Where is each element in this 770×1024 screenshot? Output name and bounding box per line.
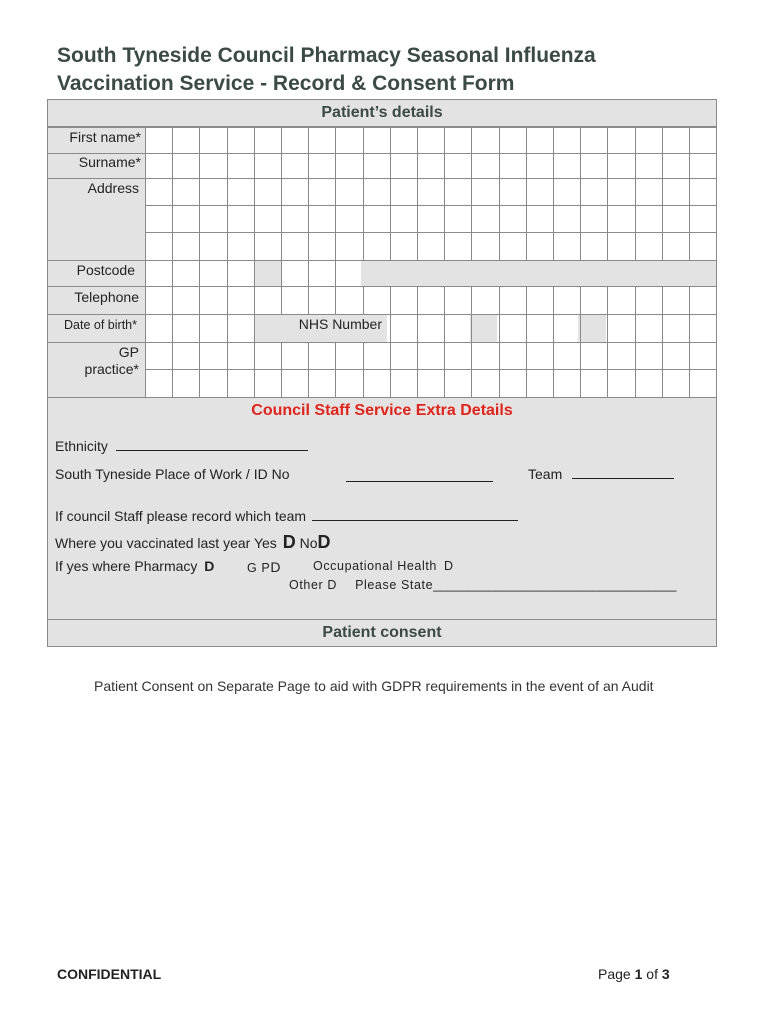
- form-title: [57, 42, 596, 98]
- vaccinated-last-year-row: [55, 532, 330, 553]
- team-field[interactable]: [572, 466, 674, 479]
- surname-label: Surname*: [78, 154, 141, 170]
- record-team-label: If council Staff please record which team: [55, 508, 307, 524]
- grid-lines: [47, 99, 717, 398]
- no-checkbox[interactable]: D: [317, 532, 331, 552]
- gp-checkbox[interactable]: D: [270, 559, 281, 575]
- team-row: [528, 466, 674, 482]
- dob-label: Date of birth*: [64, 318, 137, 332]
- gp-label: G P: [247, 561, 271, 575]
- if-yes-row: [55, 558, 214, 574]
- patient-consent-heading: Patient consent: [47, 619, 717, 647]
- consent-note: Patient Consent on Separate Page to aid with GDPR requirements in the event of an Audit: [94, 678, 654, 694]
- address-label: Address: [87, 180, 139, 196]
- patient-details-heading: Patient’s details: [47, 99, 717, 127]
- telephone-label: Telephone: [74, 289, 139, 305]
- ethnicity-field[interactable]: [116, 438, 308, 451]
- pharmacy-checkbox[interactable]: D: [204, 558, 215, 574]
- please-state-field[interactable]: ___________________________________: [433, 578, 677, 592]
- postcode-label: Postcode: [76, 262, 135, 278]
- page-of: of: [646, 966, 658, 982]
- team-label: Team: [528, 466, 563, 482]
- council-staff-heading: Council Staff Service Extra Details: [47, 397, 717, 425]
- place-of-work-field[interactable]: [346, 469, 493, 482]
- yes-checkbox[interactable]: D: [282, 532, 296, 552]
- record-team-row: [55, 508, 518, 524]
- page-prefix: Page: [598, 966, 631, 982]
- form-title-line-2: Vaccination Service - Record & Consent Form: [57, 72, 515, 95]
- occupational-health-label: Occupational Health: [313, 559, 437, 573]
- page-current: 1: [634, 966, 643, 982]
- gp-label-line-1: GP: [118, 344, 139, 360]
- place-of-work-row: [55, 466, 290, 482]
- page-number: [598, 966, 670, 982]
- if-yes-label: If yes where Pharmacy: [55, 558, 198, 574]
- please-state-label: Please State: [355, 578, 434, 592]
- record-team-field[interactable]: [312, 508, 518, 521]
- other-label: Other: [289, 578, 324, 592]
- occupational-health-checkbox[interactable]: D: [444, 559, 454, 573]
- nhs-separator-cell-1: [470, 314, 497, 342]
- no-label: No: [299, 535, 318, 551]
- gp-option: [247, 559, 280, 575]
- first-name-label: First name*: [69, 129, 141, 145]
- other-option: [289, 578, 676, 592]
- form-title-line-1: South Tyneside Council Pharmacy Seasonal Influenza: [57, 44, 596, 67]
- occupational-health-option: [313, 559, 454, 573]
- vaccinated-last-year-label: Where you vaccinated last year Yes: [55, 535, 277, 551]
- page-total: 3: [661, 966, 670, 982]
- place-of-work-label: South Tyneside Place of Work / ID No: [55, 466, 290, 482]
- ethnicity-label: Ethnicity: [55, 438, 108, 454]
- confidential-label: CONFIDENTIAL: [57, 966, 162, 982]
- nhs-number-label: NHS Number: [298, 316, 382, 332]
- gp-label-line-2: practice*: [84, 361, 139, 377]
- patient-details-grid: [47, 99, 717, 398]
- ethnicity-row: [55, 438, 308, 454]
- nhs-separator-cell-2: [578, 314, 606, 342]
- other-checkbox[interactable]: D: [327, 578, 337, 592]
